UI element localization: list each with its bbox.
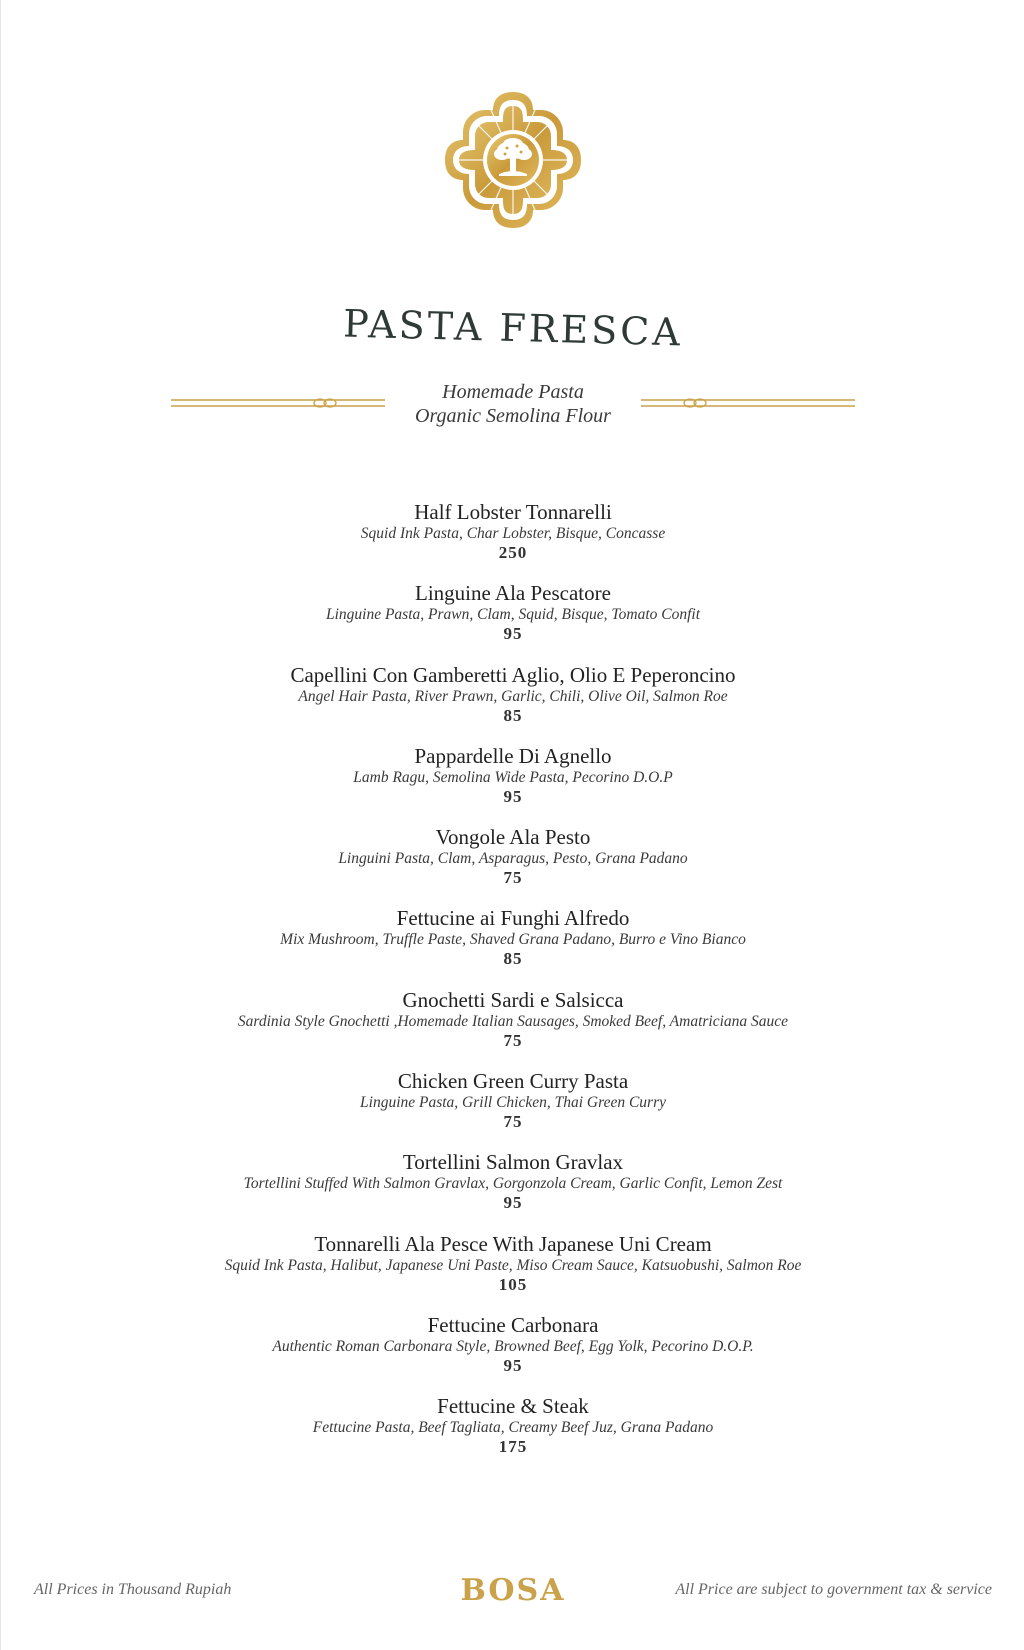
menu-item [1,988,1024,1069]
item-price: 105 [498,1274,528,1294]
menu-item [1,663,1024,744]
tree-crest-emblem-icon [441,88,585,232]
tax-service-note: All Price are subject to government tax & service [675,1581,992,1598]
item-description: Authentic Roman Carbonara Style, Browned Beef, Egg Yolk, Pecorino D.O.P. [272,1337,754,1355]
item-name: Vongole Ala Pesto [435,825,591,850]
item-price: 175 [498,1437,528,1457]
item-name: Chicken Green Curry Pasta [397,1069,629,1094]
item-description: Linguine Pasta, Prawn, Clam, Squid, Bisque, Tomato Confit [325,606,701,624]
item-price: 95 [503,786,523,806]
item-description: Tortellini Stuffed With Salmon Gravlax, Gorgonzola Cream, Garlic Confit, Lemon Zest [243,1175,783,1193]
item-name: Pappardelle Di Agnello [414,743,612,768]
menu-item [1,1313,1024,1394]
menu-item [1,825,1024,906]
menu-list [1,500,1024,1476]
brand-logo: BOSA [460,1573,566,1608]
subtitle [1,380,1024,428]
item-description: Squid Ink Pasta, Halibut, Japanese Uni Paste, Miso Cream Sauce, Katsuobushi, Salmon Roe [224,1256,802,1274]
menu-item [1,1150,1024,1231]
item-description: Lamb Ragu, Semolina Wide Pasta, Pecorino D.O.P [353,768,673,786]
item-price: 85 [503,705,523,725]
item-description: Sardinia Style Gnochetti ,Homemade Italian Sausages, Smoked Beef, Amatriciana Sauce [237,1012,789,1030]
item-price: 95 [503,624,523,644]
item-description: Squid Ink Pasta, Char Lobster, Bisque, Concasse [360,525,666,542]
menu-item [1,581,1024,662]
subtitle-line-1: Homemade Pasta [442,381,584,403]
subtitle-line-2: Organic Semolina Flour [415,405,611,427]
item-name: Fettucine ai Funghi Alfredo [396,906,630,931]
item-name: Tortellini Salmon Gravlax [402,1150,624,1175]
item-name: Capellini Con Gamberetti Aglio, Olio E Peperoncino [290,662,736,687]
item-price: 75 [503,868,523,888]
page-title: PASTA FRESCA [342,301,684,355]
item-description: Angel Hair Pasta, River Prawn, Garlic, Chili, Olive Oil, Salmon Roe [298,687,728,705]
item-description: Mix Mushroom, Truffle Paste, Shaved Grana Padano, Burro e Vino Bianco [280,931,746,949]
item-price: 95 [503,1193,523,1213]
item-price: 85 [503,949,523,969]
item-price: 75 [503,1030,523,1050]
item-name: Tonnarelli Ala Pesce With Japanese Uni Cream [314,1231,712,1256]
item-price: 250 [498,543,528,562]
item-name: Fettucine Carbonara [427,1312,599,1337]
item-description: Linguini Pasta, Clam, Asparagus, Pesto, Grana Padano [338,850,688,868]
item-name: Fettucine & Steak [437,1394,589,1419]
menu-item [1,1069,1024,1150]
menu-item [1,500,1024,581]
item-name: Gnochetti Sardi e Salsicca [402,987,624,1012]
menu-item [1,906,1024,987]
item-description: Fettucine Pasta, Beef Tagliata, Creamy Beef Juz, Grana Padano [312,1419,714,1437]
item-price: 95 [503,1355,523,1375]
menu-item [1,744,1024,825]
item-price: 75 [503,1112,523,1132]
item-name: Linguine Ala Pescatore [415,581,611,606]
item-name: Half Lobster Tonnarelli [414,500,612,524]
price-unit-note: All Prices in Thousand Rupiah [34,1581,232,1598]
menu-item [1,1394,1024,1475]
item-description: Linguine Pasta, Grill Chicken, Thai Green Curry [360,1094,666,1112]
menu-item [1,1232,1024,1313]
